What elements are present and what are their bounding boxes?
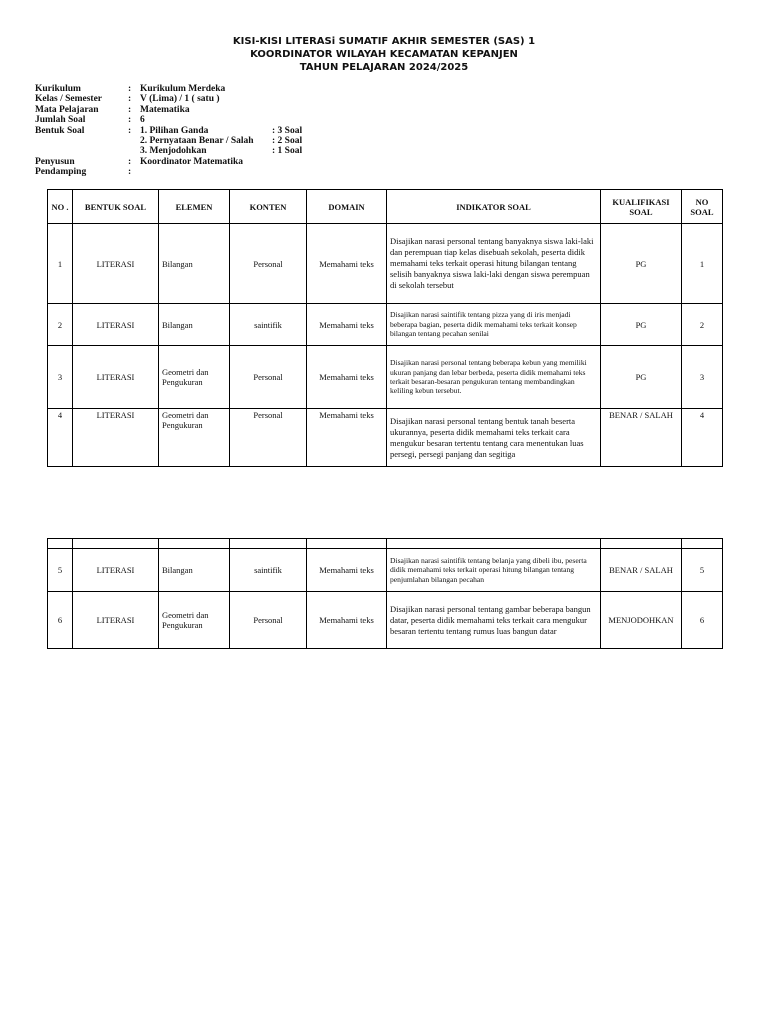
info-row-kurikulum xyxy=(35,84,312,94)
cell-konten: Personal xyxy=(230,409,307,467)
table-row xyxy=(48,304,723,346)
kisi-kisi-table-continued xyxy=(47,538,723,649)
cell-konten: saintifik xyxy=(230,549,307,592)
cell-elemen: Geometri dan Pengukuran xyxy=(159,346,230,409)
info-colon: : xyxy=(128,156,132,167)
info-block xyxy=(35,84,312,178)
doc-title-line-2: KOORDINATOR WILAYAH KECAMATAN KEPANJEN xyxy=(250,49,518,60)
header-no: NO . xyxy=(48,190,73,224)
info-colon: : xyxy=(128,84,132,94)
info-colon: : xyxy=(128,104,132,115)
cell-domain: Memahami teks xyxy=(307,409,387,467)
header-bentuk-soal: BENTUK SOAL xyxy=(73,190,159,224)
cell-no: 6 xyxy=(48,592,73,649)
info-label: Kelas / Semester xyxy=(35,94,103,105)
header-domain: DOMAIN xyxy=(307,190,387,224)
cell-bentuk-soal: LITERASI xyxy=(73,346,159,409)
info-row-pendamping xyxy=(35,167,312,177)
cell-domain: Memahami teks xyxy=(307,592,387,649)
cell-kualifikasi: MENJODOHKAN xyxy=(601,592,682,649)
info-value: V (Lima) / 1 ( satu ) xyxy=(140,94,220,105)
header-indikator-soal: INDIKATOR SOAL xyxy=(387,190,601,224)
cell-no: 2 xyxy=(48,304,73,346)
header-konten: KONTEN xyxy=(230,190,307,224)
info-colon: : xyxy=(128,125,132,136)
cell-elemen: Bilangan xyxy=(159,304,230,346)
info-colon: : xyxy=(128,115,132,126)
cell-no: 3 xyxy=(48,346,73,409)
info-row-bentuk-2 xyxy=(35,136,312,146)
cell-bentuk-soal: LITERASI xyxy=(73,224,159,304)
cell-konten: Personal xyxy=(230,224,307,304)
info-row-bentuk xyxy=(35,126,312,136)
bentuk-item-count: : 2 Soal xyxy=(272,135,303,146)
table-spacer-row xyxy=(48,539,723,549)
info-value: Koordinator Matematika xyxy=(140,156,243,167)
kisi-kisi-table xyxy=(47,189,723,467)
info-label: Jumlah Soal xyxy=(35,115,86,126)
cell-indikator: Disajikan narasi personal tentang gambar beberapa bangun datar, peserta didik memahami teks terkait cara mengukur besaran tertentu tentang rumus luas bangun datar xyxy=(387,592,601,649)
info-label: Kurikulum xyxy=(35,84,81,94)
table-row xyxy=(48,592,723,649)
header-kualifikasi-soal: KUALIFIKASI SOAL xyxy=(601,190,682,224)
cell-elemen: Bilangan xyxy=(159,224,230,304)
cell-elemen: Geometri dan Pengukuran xyxy=(159,409,230,467)
info-colon: : xyxy=(128,167,132,178)
cell-no: 5 xyxy=(48,549,73,592)
bentuk-item-name: 1. Pilihan Ganda xyxy=(140,125,209,136)
doc-title-line-1: KISI-KISI LITERASi SUMATIF AKHIR SEMESTER (SAS) 1 xyxy=(232,36,536,47)
cell-domain: Memahami teks xyxy=(307,549,387,592)
cell-bentuk-soal: LITERASI xyxy=(73,592,159,649)
info-value: 6 xyxy=(140,115,145,126)
info-row-bentuk-3 xyxy=(35,146,312,156)
table-row xyxy=(48,549,723,592)
cell-kualifikasi: PG xyxy=(601,304,682,346)
cell-bentuk-soal: LITERASI xyxy=(73,549,159,592)
cell-no-soal: 1 xyxy=(682,224,723,304)
cell-no-soal: 4 xyxy=(682,409,723,467)
info-colon: : xyxy=(128,94,132,105)
cell-konten: Personal xyxy=(230,592,307,649)
bentuk-item-count: : 1 Soal xyxy=(272,146,303,157)
info-row-penyusun xyxy=(35,157,312,167)
cell-indikator: Disajikan narasi personal tentang banyaknya siswa laki-laki dan perempuan tiap kelas disebuah sekolah, peserta didik memahami teks terkait operasi hitung bilangan tentang selisih banyaknya siswa laki-laki dengan siswa perempuan di sekolah tersebut xyxy=(387,224,601,304)
info-value: Matematika xyxy=(140,104,190,115)
cell-no-soal: 3 xyxy=(682,346,723,409)
table-row xyxy=(48,346,723,409)
cell-no: 4 xyxy=(48,409,73,467)
info-label: Pendamping xyxy=(35,167,87,178)
bentuk-item-name: 3. Menjodohkan xyxy=(140,146,207,157)
cell-konten: saintifik xyxy=(230,304,307,346)
cell-no-soal: 2 xyxy=(682,304,723,346)
doc-title-line-3: TAHUN PELAJARAN 2024/2025 xyxy=(299,62,469,73)
cell-indikator: Disajikan narasi personal tentang bentuk tanah beserta ukurannya, peserta didik memahami teks terkait cara mengukur besaran tertentu tentang cara menentukan luas persegi, persegi panjang dan segitiga xyxy=(387,409,601,467)
bentuk-item-count: : 3 Soal xyxy=(272,125,303,136)
cell-elemen: Bilangan xyxy=(159,549,230,592)
table-row xyxy=(48,409,723,467)
info-row-jumlah xyxy=(35,115,312,125)
cell-kualifikasi: BENAR / SALAH xyxy=(601,549,682,592)
info-value xyxy=(140,167,272,177)
info-label: Bentuk Soal xyxy=(35,125,85,136)
info-row-mapel xyxy=(35,105,312,115)
cell-kualifikasi: PG xyxy=(601,346,682,409)
cell-konten: Personal xyxy=(230,346,307,409)
cell-domain: Memahami teks xyxy=(307,346,387,409)
cell-domain: Memahami teks xyxy=(307,304,387,346)
cell-bentuk-soal: LITERASI xyxy=(73,409,159,467)
cell-kualifikasi: BENAR / SALAH xyxy=(601,409,682,467)
cell-indikator: Disajikan narasi saintifik tentang pizza yang di iris menjadi beberapa bagian, peserta didik memahami teks terkait konsep bilangan tentang pecahan senilai xyxy=(387,304,601,346)
cell-bentuk-soal: LITERASI xyxy=(73,304,159,346)
table-header-row xyxy=(48,190,723,224)
cell-domain: Memahami teks xyxy=(307,224,387,304)
cell-indikator: Disajikan narasi saintifik tentang belanja yang dibeli ibu, peserta didik memahami teks terkait operasi hitung bilangan tentang penjumlahan bilangan pecahan xyxy=(387,549,601,592)
bentuk-item-name: 2. Pernyataan Benar / Salah xyxy=(140,135,254,146)
info-label: Mata Pelajaran xyxy=(35,104,99,115)
info-row-kelas xyxy=(35,94,312,104)
cell-elemen: Geometri dan Pengukuran xyxy=(159,592,230,649)
header-elemen: ELEMEN xyxy=(159,190,230,224)
table-row xyxy=(48,224,723,304)
cell-indikator: Disajikan narasi personal tentang beberapa kebun yang memiliki ukuran panjang dan lebar berbeda, peserta didik memahami teks terkait besaran-besaran pengukuran tentang membandingkan keliling kebun tersebut. xyxy=(387,346,601,409)
cell-kualifikasi: PG xyxy=(601,224,682,304)
header-no-soal: NO SOAL xyxy=(682,190,723,224)
info-label: Penyusun xyxy=(35,156,75,167)
info-value: Kurikulum Merdeka xyxy=(140,84,226,94)
cell-no-soal: 6 xyxy=(682,592,723,649)
cell-no-soal: 5 xyxy=(682,549,723,592)
cell-no: 1 xyxy=(48,224,73,304)
